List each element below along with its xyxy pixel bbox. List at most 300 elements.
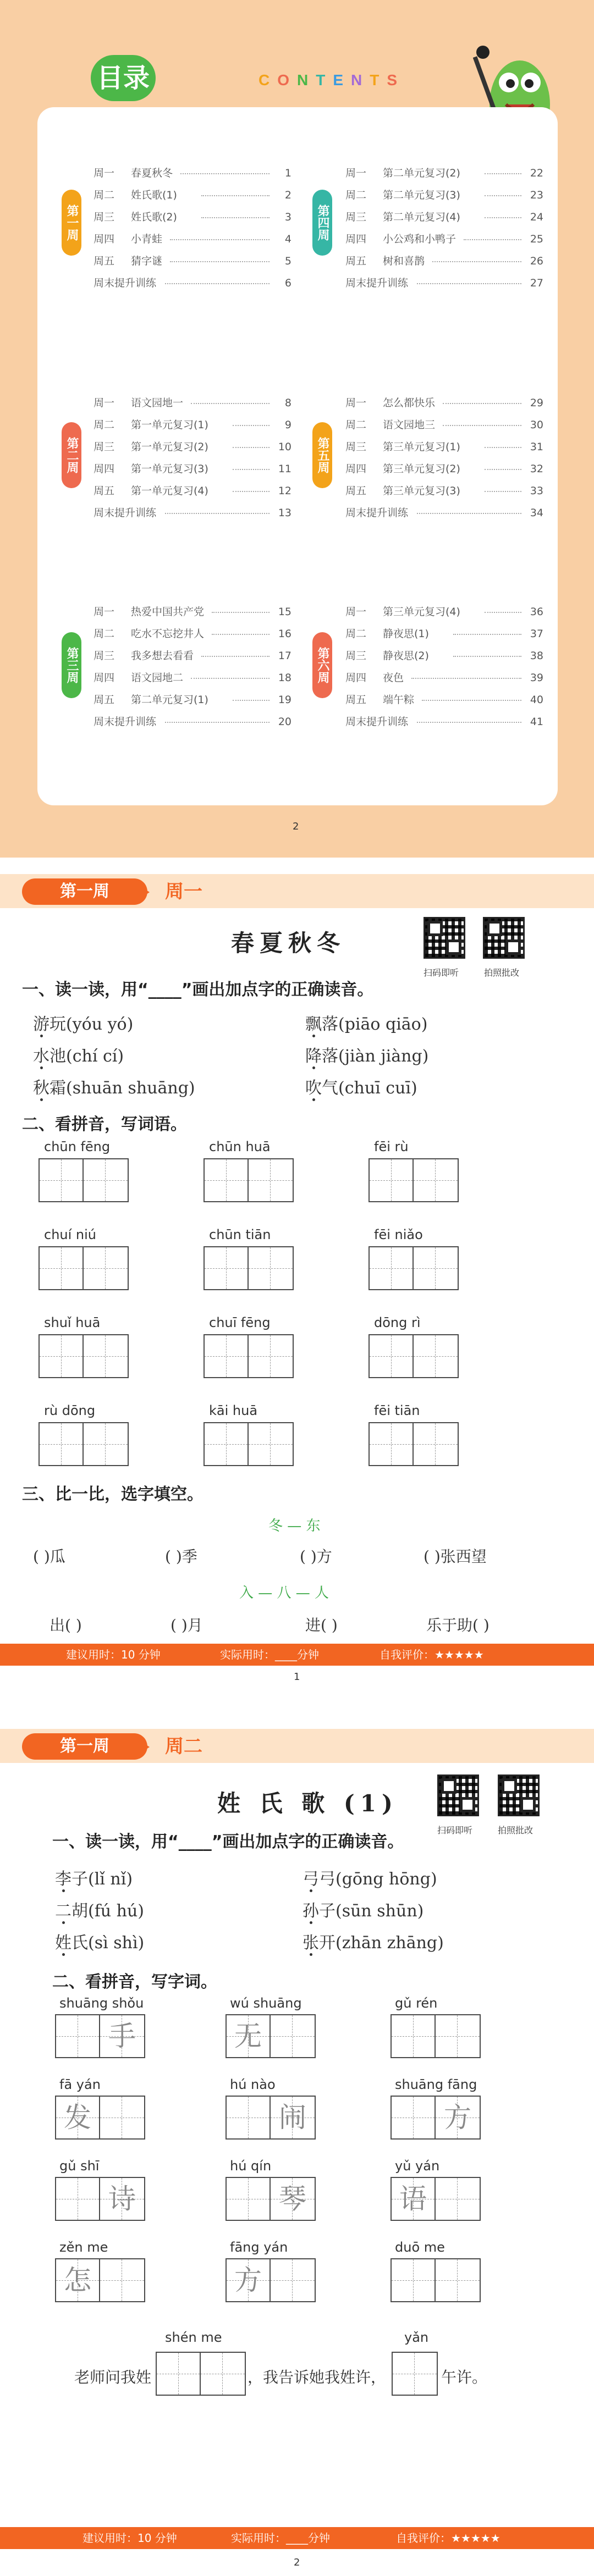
toc-row[interactable] — [345, 648, 543, 664]
actual-time: 实际用时：____分钟 — [220, 1648, 319, 1661]
writing-box[interactable] — [204, 1334, 294, 1378]
page-header — [0, 874, 594, 908]
toc-leader — [443, 403, 521, 404]
fill-blank-item[interactable]: ( )张西望 — [424, 1547, 487, 1566]
toc-page: 39 — [530, 672, 543, 684]
toc-leader — [485, 217, 521, 218]
grid-cell[interactable] — [56, 2259, 100, 2301]
writing-box[interactable] — [38, 1422, 129, 1466]
sentence-part-a: 老师问我姓 — [74, 2368, 152, 2386]
grid-cell[interactable] — [436, 2097, 480, 2138]
toc-title: 第一单元复习(3) — [131, 463, 208, 475]
fill-blank-item[interactable]: 进( ) — [305, 1616, 338, 1634]
toc-leader — [165, 722, 270, 723]
page-number: 1 — [294, 1671, 300, 1683]
toc-page: 29 — [530, 397, 543, 409]
toc-day: 周五 — [345, 485, 367, 497]
pinyin-label: chuī fēng — [209, 1315, 271, 1330]
answer-box[interactable] — [156, 2352, 246, 2396]
toc-title: 第三单元复习(1) — [383, 441, 460, 453]
writing-box[interactable] — [55, 2096, 145, 2140]
toc-row[interactable] — [94, 505, 292, 521]
dotted-char: 孙 — [302, 1901, 319, 1921]
compare-group-2: 入 — 八 — 人 — [239, 1585, 329, 1601]
grid-cell[interactable] — [370, 1247, 414, 1289]
writing-box[interactable] — [38, 1246, 129, 1290]
toc-row[interactable] — [345, 626, 543, 642]
dotted-char: 降 — [305, 1047, 322, 1066]
writing-box[interactable] — [55, 2258, 145, 2302]
toc-row[interactable] — [94, 604, 292, 620]
toc-row[interactable] — [94, 417, 292, 433]
pinyin-label: zěn me — [59, 2240, 108, 2255]
toc-day: 周四 — [94, 672, 115, 684]
reading-item — [305, 1074, 417, 1098]
toc-page: 27 — [530, 277, 543, 289]
toc-leader — [453, 634, 521, 635]
dotted-char: 李 — [55, 1870, 72, 1889]
toc-row[interactable] — [345, 692, 543, 708]
dotted-char: 秋 — [33, 1079, 50, 1098]
toc-row[interactable] — [94, 439, 292, 455]
toc-day: 周五 — [94, 694, 115, 706]
suggested-time: 建议用时：10 分钟 — [66, 1648, 161, 1661]
writing-box[interactable] — [391, 2177, 481, 2221]
actual-time: 实际用时：____分钟 — [231, 2531, 330, 2545]
week-badge: 第一周 — [22, 878, 147, 905]
grid-cell[interactable] — [100, 2259, 144, 2301]
grid-cell[interactable] — [84, 1335, 128, 1377]
toc-row[interactable] — [94, 714, 292, 730]
grid-cell[interactable] — [84, 1423, 128, 1465]
contents-letter: T — [316, 71, 333, 89]
toc-row[interactable] — [94, 626, 292, 642]
writing-box[interactable] — [226, 2096, 316, 2140]
toc-day: 周一 — [94, 397, 115, 409]
grid-cell[interactable] — [40, 1335, 84, 1377]
toc-row[interactable] — [94, 692, 292, 708]
toc-day: 周一 — [94, 167, 115, 179]
toc-title: 语文园地一 — [131, 397, 184, 409]
grid-cell[interactable] — [436, 2015, 480, 2057]
dotted-char: 张 — [302, 1933, 319, 1953]
toc-page: 19 — [278, 694, 292, 706]
toc-page: 4 — [284, 233, 292, 245]
toc-title: 第一单元复习(2) — [131, 441, 208, 453]
toc-page: 24 — [530, 211, 543, 223]
section-2-title: 二、看拼音，写字词。 — [52, 1972, 217, 1992]
grid-char — [100, 2097, 144, 2138]
toc-leader — [233, 700, 270, 701]
grid-cell[interactable] — [40, 1159, 84, 1201]
writing-box[interactable] — [391, 2014, 481, 2058]
toc-leader — [233, 447, 270, 448]
section-1-title: 一、读一读，用“____”画出加点字的正确读音。 — [52, 1832, 404, 1851]
toc-page: 30 — [530, 419, 543, 431]
toc-page: 37 — [530, 628, 543, 640]
fill-blank-item[interactable]: 乐于助( ) — [426, 1616, 490, 1634]
dotted-char: 吹 — [305, 1079, 322, 1098]
writing-box[interactable] — [369, 1246, 459, 1290]
toc-day: 周二 — [94, 628, 115, 640]
toc-row[interactable] — [345, 604, 543, 620]
fill-blank-item[interactable]: ( )月 — [170, 1616, 203, 1634]
pinyin-label: hú qín — [230, 2158, 272, 2174]
toc-row[interactable] — [345, 461, 543, 477]
toc-leader — [165, 283, 270, 284]
grid-cell[interactable] — [370, 1159, 414, 1201]
toc-row[interactable] — [345, 483, 543, 499]
grid-cell[interactable] — [271, 2178, 315, 2220]
grid-char — [436, 2259, 480, 2301]
contents-letter: O — [277, 71, 298, 89]
grid-cell[interactable] — [414, 1423, 458, 1465]
grid-char — [227, 2178, 270, 2220]
toc-page: 8 — [284, 397, 292, 409]
toc-day: 周末提升训练 — [345, 716, 409, 728]
toc-page: 41 — [530, 716, 543, 728]
pinyin-label: shuāng fāng — [395, 2077, 477, 2092]
toc-day: 周末提升训练 — [94, 277, 157, 289]
grid-cell[interactable] — [271, 2259, 315, 2301]
toc-row[interactable] — [94, 648, 292, 664]
item-text: 子(sūn shūn) — [319, 1901, 424, 1921]
toc-row[interactable] — [345, 417, 543, 433]
writing-box[interactable] — [226, 2014, 316, 2058]
toc-day: 周二 — [94, 189, 115, 201]
toc-page: 32 — [530, 463, 543, 475]
toc-title: 第一单元复习(1) — [131, 419, 208, 431]
pinyin-label: fāng yán — [230, 2240, 288, 2255]
toc-leader — [201, 656, 270, 657]
pinyin-label: gǔ rén — [395, 1995, 438, 2011]
toc-page: 15 — [278, 606, 292, 618]
sentence-part-b: ，我告诉她我姓许， — [248, 2368, 387, 2386]
toc-day: 周末提升训练 — [345, 507, 409, 519]
toc-title: 树和喜鹊 — [383, 255, 425, 267]
toc-title: 第二单元复习(1) — [131, 694, 208, 706]
toc-row[interactable] — [94, 253, 292, 269]
toc-title: 怎么都快乐 — [383, 397, 436, 409]
toc-row[interactable] — [345, 395, 543, 411]
toc-page: 25 — [530, 233, 543, 245]
toc-page: 17 — [278, 650, 292, 662]
grid-char — [436, 2015, 480, 2057]
toc-row[interactable] — [345, 209, 543, 225]
grid-cell[interactable] — [227, 2259, 271, 2301]
toc-row[interactable] — [345, 714, 543, 730]
toc-page: 16 — [278, 628, 292, 640]
toc-leader — [485, 173, 521, 174]
toc-page: 3 — [284, 211, 292, 223]
writing-box[interactable] — [391, 2258, 481, 2302]
grid-cell[interactable] — [100, 2097, 144, 2138]
writing-box[interactable] — [391, 2096, 481, 2140]
grid-cell[interactable] — [392, 2015, 436, 2057]
page-header — [0, 1729, 594, 1763]
writing-box[interactable] — [204, 1158, 294, 1202]
grid-cell[interactable] — [392, 2097, 436, 2138]
grid-char — [392, 2259, 435, 2301]
fill-blank-item[interactable]: ( )瓜 — [33, 1547, 65, 1566]
sentence-pinyin-1: shén me — [165, 2330, 222, 2345]
grid-cell[interactable] — [205, 1159, 249, 1201]
week-tab: 第一周 — [62, 190, 81, 256]
grid-char — [56, 2015, 99, 2057]
week-tab: 第五周 — [312, 422, 332, 488]
writing-box[interactable] — [38, 1158, 129, 1202]
toc-page: 6 — [284, 277, 292, 289]
dotted-char: 姓 — [55, 1933, 72, 1953]
grid-cell[interactable] — [271, 2097, 315, 2138]
grid-cell[interactable] — [227, 2015, 271, 2057]
grid-cell[interactable] — [249, 1159, 293, 1201]
grid-char: 怎 — [64, 2264, 91, 2296]
reading-item — [33, 1042, 124, 1066]
grid-cell[interactable] — [414, 1159, 458, 1201]
toc-day: 周二 — [345, 628, 367, 640]
grid-cell[interactable] — [56, 2015, 100, 2057]
pinyin-label: chūn fēng — [44, 1139, 111, 1154]
grid-cell[interactable] — [392, 2259, 436, 2301]
grid-cell[interactable] — [249, 1247, 293, 1289]
footer-bar — [0, 2527, 594, 2549]
toc-title: 第三单元复习(2) — [383, 463, 460, 475]
qr-label-grade: 拍照批改 — [498, 1825, 534, 1836]
writing-box[interactable] — [369, 1422, 459, 1466]
toc-title: 第一单元复习(4) — [131, 485, 208, 497]
grid-cell[interactable] — [205, 1335, 249, 1377]
toc-day: 周四 — [345, 233, 367, 245]
writing-box[interactable] — [204, 1422, 294, 1466]
item-text: 池(chí cí) — [50, 1047, 124, 1066]
toc-title: 猜字谜 — [131, 255, 163, 267]
toc-row[interactable] — [345, 275, 543, 291]
pinyin-label: duō me — [395, 2240, 445, 2255]
grid-char: 语 — [399, 2183, 427, 2215]
contents-letter: C — [258, 71, 278, 89]
contents-letter: N — [297, 71, 316, 89]
grid-char — [436, 2178, 480, 2220]
toc-page: 18 — [278, 672, 292, 684]
grid-cell[interactable] — [84, 1159, 128, 1201]
writing-box[interactable] — [55, 2177, 145, 2221]
contents-letter: N — [351, 71, 370, 89]
grid-cell[interactable] — [40, 1423, 84, 1465]
toc-page: 31 — [530, 441, 543, 453]
grid-cell[interactable] — [414, 1335, 458, 1377]
toc-day: 周一 — [345, 606, 367, 618]
contents-letter: E — [333, 71, 351, 89]
toc-page: 23 — [530, 189, 543, 201]
page-number: 2 — [293, 821, 299, 832]
writing-box[interactable] — [204, 1246, 294, 1290]
pinyin-label: chūn tiān — [209, 1227, 271, 1242]
toc-row[interactable] — [345, 231, 543, 247]
toc-page: 40 — [530, 694, 543, 706]
reading-item — [55, 1897, 144, 1921]
toc-day: 周四 — [94, 463, 115, 475]
pinyin-label: hú nào — [230, 2077, 276, 2092]
item-text: 氏(sì shì) — [72, 1933, 145, 1953]
grid-cell[interactable] — [100, 2178, 144, 2220]
reading-item — [302, 1897, 424, 1921]
toc-day: 周五 — [94, 485, 115, 497]
writing-box[interactable] — [38, 1334, 129, 1378]
grid-cell[interactable] — [56, 2178, 100, 2220]
item-text: 玩(yóu yó) — [50, 1015, 134, 1034]
pinyin-label: yǔ yán — [395, 2158, 440, 2174]
toc-row[interactable] — [345, 439, 543, 455]
lesson-title: 春夏秋冬 — [231, 930, 346, 957]
reading-item — [302, 1865, 437, 1889]
toc-day: 周一 — [94, 606, 115, 618]
toc-title: 姓氏歌(2) — [131, 211, 177, 223]
toc-row[interactable] — [345, 165, 543, 181]
contents-letter: T — [370, 71, 387, 89]
sentence-part-c: 午许。 — [441, 2368, 488, 2386]
contents-subtitle — [258, 71, 405, 89]
week-tab: 第四周 — [312, 190, 332, 256]
writing-box[interactable] — [55, 2014, 145, 2058]
toc-title: 小青蛙 — [131, 233, 163, 245]
toc-day: 周末提升训练 — [94, 507, 157, 519]
toc-page: 36 — [530, 606, 543, 618]
toc-page: 9 — [284, 419, 292, 431]
grid-cell[interactable] — [205, 1423, 249, 1465]
grid-cell[interactable] — [56, 2097, 100, 2138]
footer-bar — [0, 1644, 594, 1666]
toc-row[interactable] — [345, 505, 543, 521]
qr-code-icon[interactable] — [424, 917, 465, 959]
pinyin-label: shuǐ huā — [44, 1315, 101, 1330]
toc-page: 13 — [278, 507, 292, 519]
toc-page: 10 — [278, 441, 292, 453]
section-3-title: 三、比一比，选字填空。 — [22, 1485, 204, 1504]
pinyin-label: fēi tiān — [374, 1403, 420, 1418]
grid-cell[interactable] — [100, 2015, 144, 2057]
toc-row[interactable] — [94, 165, 292, 181]
toc-row[interactable] — [94, 461, 292, 477]
toc-title: 热爱中国共产党 — [131, 606, 205, 618]
writing-box[interactable] — [369, 1158, 459, 1202]
grid-char: 方 — [444, 2102, 471, 2133]
suggested-time: 建议用时：10 分钟 — [82, 2531, 177, 2545]
toc-row[interactable] — [94, 209, 292, 225]
grid-cell[interactable] — [436, 2178, 480, 2220]
grid-char: 无 — [234, 2020, 262, 2052]
toc-row[interactable] — [345, 187, 543, 203]
section-2-title: 二、看拼音，写词语。 — [22, 1115, 187, 1134]
toc-day: 周末提升训练 — [94, 716, 157, 728]
dotted-char: 二 — [55, 1901, 72, 1921]
grid-cell[interactable] — [40, 1247, 84, 1289]
section-1-title: 一、读一读，用“____”画出加点字的正确读音。 — [22, 980, 374, 999]
fill-blank-item[interactable]: ( )季 — [165, 1547, 197, 1566]
grid-cell[interactable] — [392, 2178, 436, 2220]
grid-cell[interactable] — [414, 1247, 458, 1289]
grid-cell[interactable] — [227, 2178, 271, 2220]
toc-leader — [443, 425, 521, 426]
toc-day: 周三 — [345, 441, 367, 453]
grid-cell[interactable] — [249, 1423, 293, 1465]
grid-cell[interactable] — [205, 1247, 249, 1289]
answer-box[interactable] — [392, 2352, 438, 2396]
grid-char — [392, 2097, 435, 2138]
grid-cell[interactable] — [370, 1335, 414, 1377]
toc-day: 周三 — [94, 650, 115, 662]
day-label: 周二 — [165, 1735, 202, 1757]
grid-char — [392, 2015, 435, 2057]
toc-leader — [485, 447, 521, 448]
toc-title: 静夜思(1) — [383, 628, 429, 640]
toc-page: 12 — [278, 485, 292, 497]
grid-cell[interactable] — [271, 2015, 315, 2057]
toc-day: 周三 — [345, 650, 367, 662]
pinyin-label: gǔ shī — [59, 2158, 100, 2174]
writing-box[interactable] — [226, 2258, 316, 2302]
grid-cell[interactable] — [436, 2259, 480, 2301]
qr-code-icon[interactable] — [498, 1775, 540, 1816]
reading-item — [33, 1010, 133, 1035]
pinyin-label: fēi niǎo — [374, 1227, 423, 1242]
toc-page: 38 — [530, 650, 543, 662]
item-text: 胡(fú hú) — [72, 1901, 145, 1921]
item-text: 子(lǐ nǐ) — [72, 1870, 133, 1889]
toc-leader — [485, 491, 521, 492]
grid-char: 方 — [234, 2264, 262, 2296]
toc-day: 周五 — [345, 694, 367, 706]
day-label: 周一 — [165, 881, 202, 903]
toc-leader — [233, 491, 270, 492]
toc-leader — [464, 239, 521, 240]
toc-leader — [191, 678, 270, 679]
writing-box[interactable] — [226, 2177, 316, 2221]
toc-row[interactable] — [345, 253, 543, 269]
qr-code-icon[interactable] — [437, 1775, 479, 1816]
grid-cell[interactable] — [370, 1423, 414, 1465]
item-text: 落(piāo qiāo) — [322, 1015, 428, 1034]
toc-row[interactable] — [94, 670, 292, 686]
toc-page: 20 — [278, 716, 292, 728]
fill-blank-item[interactable]: 出( ) — [50, 1616, 82, 1634]
toc-title: 小公鸡和小鸭子 — [383, 233, 457, 245]
toc-leader — [170, 261, 270, 262]
toc-row[interactable] — [94, 395, 292, 411]
toc-row[interactable] — [345, 670, 543, 686]
toc-day: 周二 — [345, 419, 367, 431]
toc-row[interactable] — [94, 275, 292, 291]
grid-char: 手 — [108, 2020, 136, 2052]
toc-day: 周二 — [345, 189, 367, 201]
contents-title: 目录 — [91, 55, 156, 101]
grid-cell[interactable] — [227, 2097, 271, 2138]
grid-cell[interactable] — [84, 1247, 128, 1289]
toc-row[interactable] — [94, 483, 292, 499]
grid-cell[interactable] — [249, 1335, 293, 1377]
writing-box[interactable] — [369, 1334, 459, 1378]
toc-title: 静夜思(2) — [383, 650, 429, 662]
grid-char — [56, 2178, 99, 2220]
toc-page: 34 — [530, 507, 543, 519]
toc-row[interactable] — [94, 187, 292, 203]
fill-blank-item[interactable]: ( )方 — [300, 1547, 332, 1566]
toc-leader — [201, 217, 270, 218]
toc-leader — [485, 469, 521, 470]
qr-code-icon[interactable] — [483, 917, 525, 959]
pinyin-label: fā yán — [59, 2077, 101, 2092]
toc-row[interactable] — [94, 231, 292, 247]
